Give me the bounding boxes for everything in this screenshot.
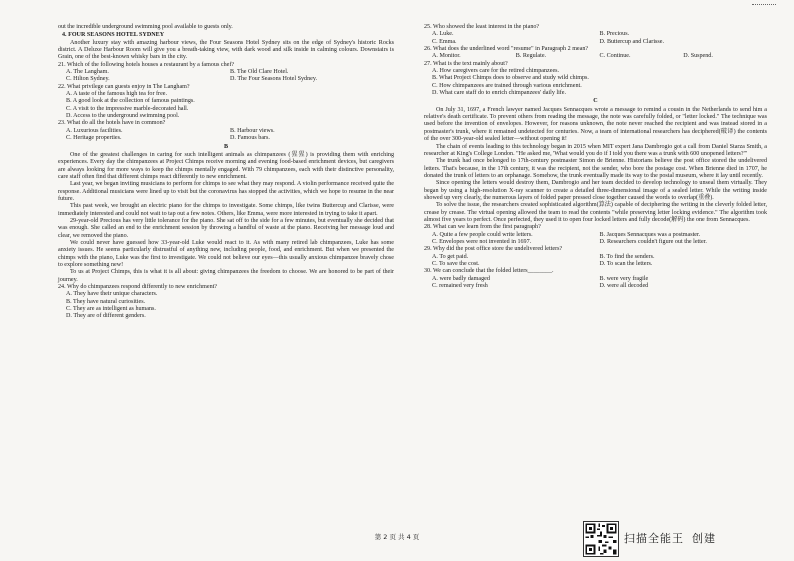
- option: B. What Project Chimps does to observe and study wild chimps.: [432, 75, 589, 82]
- option: B. To find the senders.: [599, 253, 655, 260]
- option: D. Buttercup and Clarisse.: [599, 38, 664, 45]
- section-c-heading: C: [593, 98, 598, 105]
- passage-b-paragraph: Last year, we began inviting musicians to perform for chimps to see what they may respond. A violin performance received quite the response. Additional musicians were lined up to visit but the coronavirus has stopped the activities, which we hope to resume in the near future.: [58, 181, 394, 202]
- question-23: 23. What do all the hotels have in common?: [58, 120, 166, 127]
- question-23-options: [58, 128, 394, 143]
- left-column: [58, 24, 394, 321]
- question-25: 25. Who showed the least interest in the piano?: [424, 24, 540, 30]
- watermark-create-text: 创建: [692, 532, 716, 545]
- option: A. A taste of the famous high tea for free.: [66, 91, 168, 98]
- option: C. To save the cost.: [432, 261, 480, 267]
- watermark-scan-text: 扫描全能王: [624, 532, 684, 545]
- question-21-options: [58, 69, 394, 84]
- question-21: 21. Which of the following hotels houses a restaurant by a famous chef?: [58, 61, 235, 68]
- question-27-options: [424, 68, 767, 97]
- question-27: 27. What is the text mainly about?: [424, 60, 508, 67]
- passage-c-paragraph: To solve the issue, the researchers created sophisticated algorithm(算法) capable of deciphering the writing in the cleverly folded letter, crease by crease. The virtual opening allowed the team to read the contents "while preserving letter locking evidence." The algorithm took almost five years to perfect. Once perfected, they used it to open four locked letters and fully decode(解码) the one from Sennacques.: [424, 202, 767, 223]
- option: B. The Old Clare Hotel.: [230, 69, 289, 76]
- option: C. They are as intelligent as humans.: [66, 306, 156, 313]
- question-29-options: [424, 254, 767, 269]
- section-b-heading: B: [223, 143, 229, 150]
- question-25-options: [424, 31, 767, 46]
- option: A. Luke.: [432, 31, 454, 38]
- option: A. How caregivers care for the retired chimpanzees.: [432, 68, 560, 75]
- passage-b-paragraph: One of the greatest challenges in caring for such intelligent animals as chimpanzees (猩猩) is providing them with enriching experiences. Every day the chimpanzees at Project Chimps receive morning and evening food-based enrichment devices, but caregivers are always looking for more ways to keep the chimps mentally engaged. With 79 chimpanzees, each with their distinctive personality, care staff often find that different chimps react differently to new enrichment.: [58, 151, 394, 180]
- option: D. To scan the letters.: [599, 261, 653, 267]
- question-30-options: [424, 276, 767, 291]
- question-24-options: [58, 291, 394, 320]
- passage-b-paragraph: To us at Project Chimps, this is what it is all about: giving chimpanzees the freedom to choose. We are honored to be part of their journey.: [58, 269, 394, 283]
- hotel-text: Another luxury stay with amazing harbour views, the Four Seasons Hotel Sydney sits on the edge of Sydney's historic Rocks district. A Deluxe Harbour Room will give you a breath-taking view, with dark wood and silk inside in calming colours. Downstairs is Grain, one of the best-known whisky bars in the city.: [58, 39, 394, 61]
- option: A. Monitor.: [432, 53, 461, 60]
- question-22-options: [58, 91, 394, 120]
- option: D. The Four Seasons Hotel Sydney.: [230, 76, 317, 83]
- passage-c-paragraph: Since opening the letters would destroy them, Dambrogio and her team decided to develop technology to unseal them virtually. They began by using a high-resolution X-ray scanner to create a detailed three-dimensional image of a sealed letter. While the writing inside showed up very clearly, the numerous layers of folded paper pressed close together caused the words to overlap(重叠).: [424, 180, 767, 201]
- option: B. were very fragile: [599, 275, 649, 282]
- corner-mark: [752, 4, 776, 8]
- hotel-title: 4. FOUR SEASONS HOTEL SYDNEY: [62, 32, 165, 39]
- question-30: 30. We can conclude that the folded letters________.: [424, 268, 554, 275]
- option: D. Researchers couldn't figure out the letter.: [599, 238, 707, 245]
- question-28-options: [424, 232, 767, 247]
- option: B. Jacques Sennacques was a postmaster.: [599, 231, 701, 238]
- option: A. Luxurious facilities.: [66, 127, 123, 134]
- passage-c-paragraph: On July 31, 1697, a French lawyer named Jacques Sennacques wrote a message to remind a cousin in the Netherlands to send him a relative's death certificate. To prevent others from reading the message, the note was carefully folded, or "letter locked." The technique was used before the invention of envelopes. However, for reasons unknown, the note never reached the recipient and was instead stored in a postmaster's trunk, where it remained undetected for centuries. Now, a team of international researchers has deciphered(破译) the contents of the over 300-year-old sealed letter—without opening it!: [424, 106, 767, 143]
- option: B. A good look at the collection of famous paintings.: [66, 98, 195, 105]
- passage-c-paragraph: The chain of events leading to this technology began in 2015 when MIT expert Jana Dambrogio got a call from Daniel Starza Smith, a researcher at King's College London. "He asked me, 'What would you do if I told you there was a trunk with 600 unopened letters?'": [424, 143, 767, 157]
- option: B. Regulate.: [515, 53, 547, 60]
- intro-line: out the incredible underground swimming pool available to guests only.: [58, 24, 233, 30]
- right-column: [424, 24, 767, 290]
- question-26-options: [424, 53, 767, 60]
- option: B. Precious.: [599, 31, 630, 38]
- option: B. Harbour views.: [230, 127, 275, 134]
- option: A. They have their unique characters.: [66, 291, 158, 298]
- option: C. How chimpanzees are trained through various enrichment.: [432, 82, 582, 89]
- option: D. They are of different genders.: [66, 313, 146, 320]
- qr-code-icon: [583, 521, 619, 557]
- option: C. Heritage properties.: [66, 135, 122, 142]
- option: A. The Langham.: [66, 69, 109, 76]
- question-28: 28. What can we learn from the first paragraph?: [424, 224, 541, 231]
- option: C. remained very fresh: [432, 283, 488, 290]
- question-26: 26. What does the underlined word "resume" in Paragraph 2 mean?: [424, 46, 589, 53]
- option: C. Envelopes were not invented in 1697.: [432, 238, 532, 245]
- question-29: 29. Why did the post office store the undelivered letters?: [424, 246, 563, 253]
- option: B. They have natural curiosities.: [66, 298, 146, 305]
- scanner-watermark: [624, 530, 724, 546]
- option: A. To get paid.: [432, 253, 469, 260]
- option: D. What care staff do to enrich chimpanzees' daily life.: [432, 90, 567, 97]
- option: C. A visit to the impressive marble-decorated hall.: [66, 105, 189, 112]
- option: D. Famous bars.: [230, 135, 270, 142]
- option: C. Continue.: [599, 53, 631, 60]
- option: C. Hilton Sydney.: [66, 76, 110, 83]
- page-number: 第 2 页 共 4 页: [374, 533, 420, 541]
- passage-c-paragraph: The trunk had once belonged to 17th-century postmaster Simon de Brienne. Historians believe the post office stored the undelivered letters. That's because, in the 17th century, it was the recipient, not the sender, who bore the postage cost. When Brienne died in 1707, he donated the trunk of letters to an orphanage. Somehow, the trunk eventually made its way to the postal museum, where it lay until recently.: [424, 158, 767, 179]
- option: D. Access to the underground swimming pool.: [66, 113, 180, 120]
- passage-b-paragraph: 29-year-old Precious has very little tolerance for the piano. She sat off to the side for a few minutes, but eventually she decided that was enough. She called an end to the enrichment session by throwing a handful of waste at the piano. Receiving her message loud and clear, we removed the piano.: [58, 217, 394, 239]
- option: C. Emma.: [432, 38, 457, 45]
- option: D. were all decoded: [599, 283, 649, 290]
- passage-b-paragraph: This past week, we brought an electric piano for the chimps to investigate. Some chimps, like twins Buttercup and Clarisse, were immediately interested and could not wait to tap out a few notes. Others, like Emma, were more interested in trying to take it apart.: [58, 203, 394, 217]
- option: A. Quite a few people could write letters.: [432, 231, 533, 238]
- question-22: 22. What privilege can guests enjoy in The Langham?: [58, 83, 190, 90]
- passage-b-paragraph: We could never have guessed how 33-year-old Luke would react to it. As with many retired lab chimpanzees, Luke has some anxiety issues. He seems particularly distrustful of anything new, including people, food, and enrichment. But when we presented the chimps with the piano, Luke was the first to investigate. We could not believe our eyes—this usually anxious chimpanzee bravely chose to explore something new!: [58, 239, 394, 268]
- question-24: 24. Why do chimpanzees respond differently to new enrichment?: [58, 284, 218, 291]
- option: D. Suspend.: [683, 53, 713, 60]
- option: A. were badly damaged: [432, 275, 490, 282]
